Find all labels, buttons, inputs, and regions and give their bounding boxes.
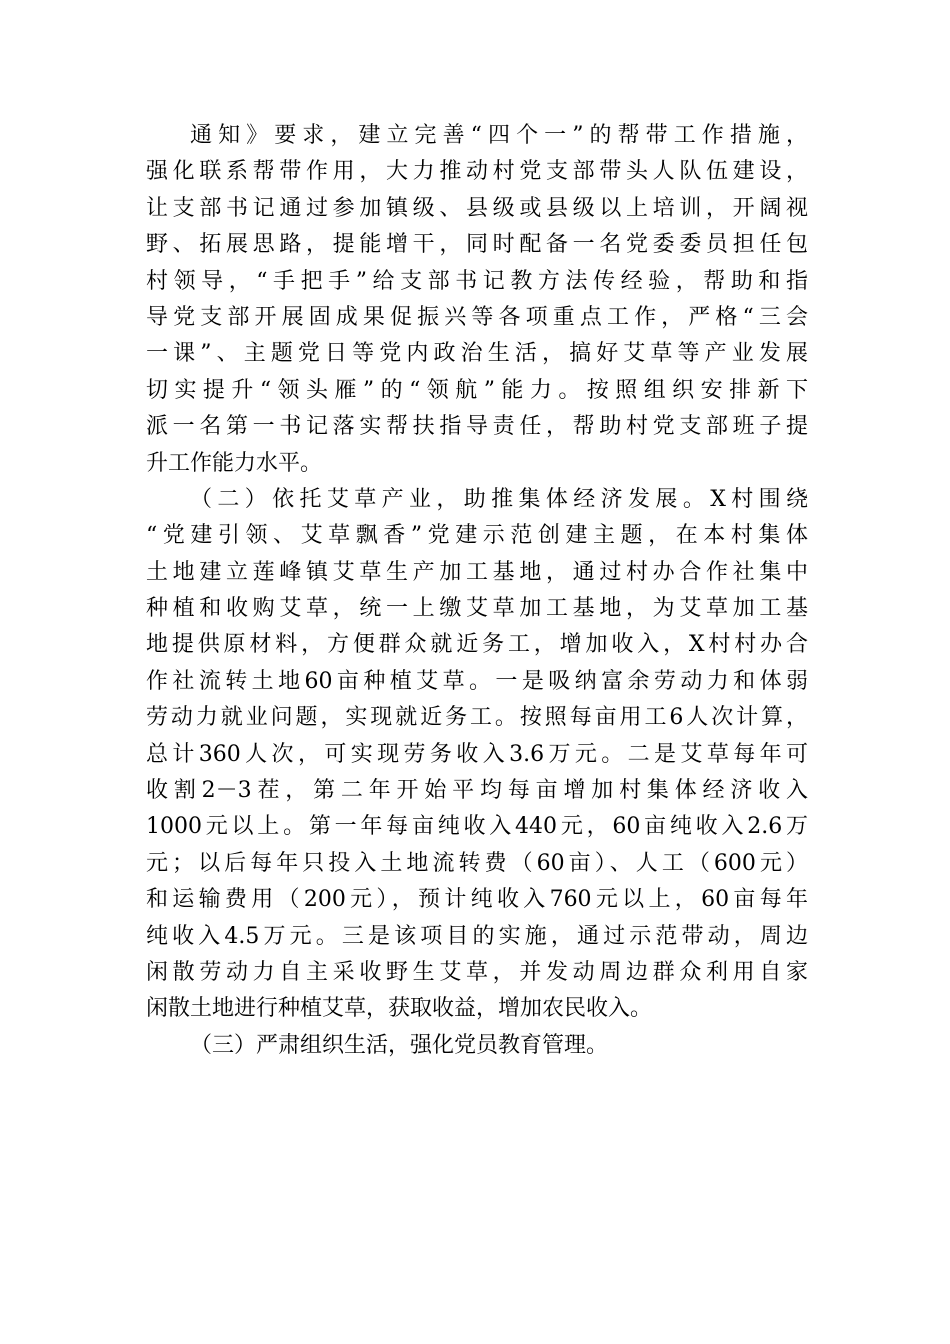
text-line: 升工作能力水平。 bbox=[146, 450, 323, 476]
text-line: 强化联系帮带作用，大力推动村党支部带头人队伍建设， bbox=[146, 159, 808, 185]
text-line: 野、拓展思路，提能增干，同时配备一名党委委员担任包 bbox=[146, 232, 808, 258]
text-line: 元；以后每年只投入土地流转费（60亩）、人工（600元） bbox=[146, 850, 808, 876]
text-line: 收割2－3茬，第二年开始平均每亩增加村集体经济收入 bbox=[146, 778, 808, 804]
text-line: 种植和收购艾草，统一上缴艾草加工基地，为艾草加工基 bbox=[146, 596, 808, 622]
text-line: 劳动力就业问题，实现就近务工。按照每亩用工6人次计算， bbox=[146, 705, 808, 731]
text-line: 导党支部开展固成果促振兴等各项重点工作，严格“三会 bbox=[146, 304, 808, 330]
text-line: 作社流转土地60亩种植艾草。一是吸纳富余劳动力和体弱 bbox=[146, 668, 808, 694]
text-line: 和运输费用（200元），预计纯收入760元以上，60亩每年 bbox=[146, 887, 808, 913]
body-text bbox=[146, 118, 808, 1064]
text-line: 通知》要求，建立完善“四个一”的帮带工作措施， bbox=[190, 123, 808, 148]
text-line: 闲散劳动力自主采收野生艾草，并发动周边群众利用自家 bbox=[146, 959, 808, 985]
text-line: 土地建立莲峰镇艾草生产加工基地，通过村办合作社集中 bbox=[146, 559, 808, 585]
text-line: （二）依托艾草产业，助推集体经济发展。X村围绕 bbox=[190, 486, 808, 512]
text-line: 1000元以上。第一年每亩纯收入440元，60亩纯收入2.6万 bbox=[146, 814, 808, 840]
text-line: 闲散土地进行种植艾草，获取收益，增加农民收入。 bbox=[146, 996, 653, 1022]
text-line: 纯收入4.5万元。三是该项目的实施，通过示范带动，周边 bbox=[146, 923, 808, 949]
text-line: 切实提升“领头雁”的“领航”能力。按照组织安排新下 bbox=[146, 377, 808, 403]
text-line: “党建引领、艾草飘香”党建示范创建主题，在本村集体 bbox=[146, 523, 808, 549]
text-line: （三）严肃组织生活，强化党员教育管理。 bbox=[190, 1032, 609, 1058]
text-line: 总计360人次，可实现劳务收入3.6万元。二是艾草每年可 bbox=[146, 741, 808, 767]
text-line: 村领导，“手把手”给支部书记教方法传经验，帮助和指 bbox=[146, 268, 808, 294]
text-line: 让支部书记通过参加镇级、县级或县级以上培训，开阔视 bbox=[146, 195, 808, 221]
text-line: 派一名第一书记落实帮扶指导责任，帮助村党支部班子提 bbox=[146, 414, 808, 440]
text-line: 地提供原材料，方便群众就近务工，增加收入，X村村办合 bbox=[146, 632, 808, 658]
text-line: 一课”、主题党日等党内政治生活，搞好艾草等产业发展 bbox=[146, 341, 808, 367]
